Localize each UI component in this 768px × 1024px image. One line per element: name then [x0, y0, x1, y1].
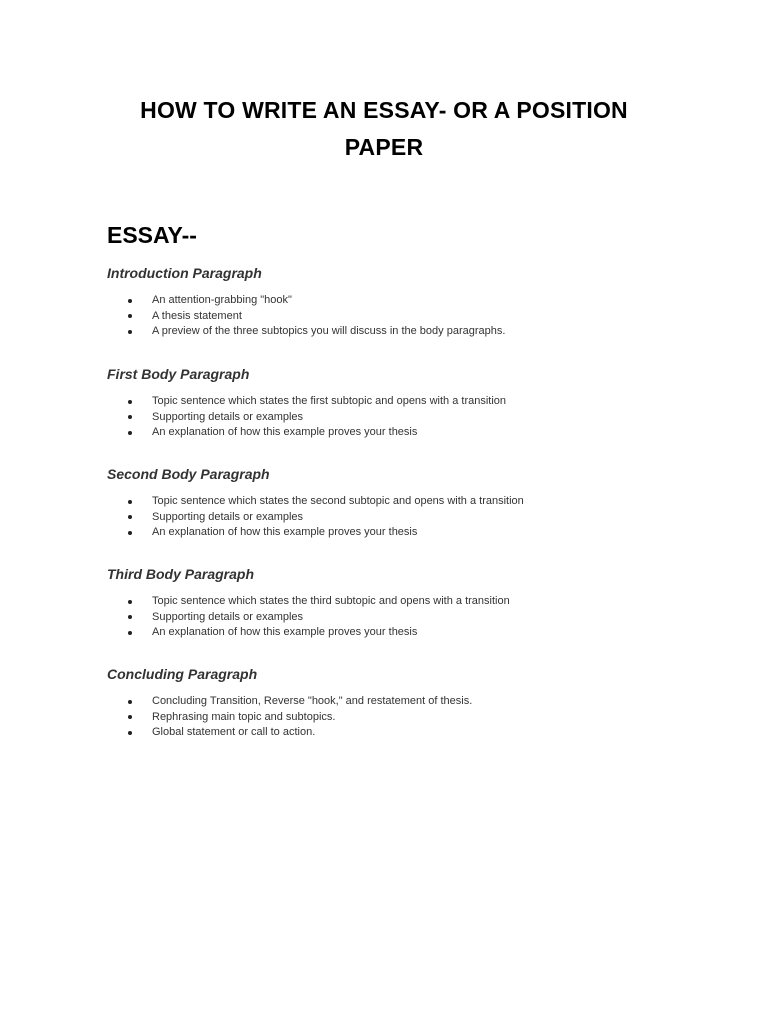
- list-item-text: Global statement or call to action.: [152, 726, 316, 738]
- section-third-body: [107, 564, 707, 638]
- list-item: [107, 309, 505, 325]
- bullet-icon: [128, 330, 132, 334]
- list-item-text: An attention-grabbing "hook": [152, 294, 292, 306]
- bullet-icon: [128, 314, 132, 318]
- bullet-icon: [128, 700, 132, 704]
- list-item-text: Supporting details or examples: [152, 410, 304, 423]
- bullet-icon: [128, 299, 132, 303]
- list-item-text: An explanation of how this example proves your thesis: [152, 626, 418, 638]
- list-item: [107, 594, 510, 610]
- bullet-icon: [128, 415, 132, 419]
- essay-heading: ESSAY--: [107, 222, 197, 248]
- section-heading: Second Body Paragraph: [107, 466, 270, 482]
- page-title: [0, 92, 768, 166]
- bullet-icon: [128, 615, 132, 619]
- list-item-text: Supporting details or examples: [152, 510, 304, 523]
- bullet-icon: [128, 731, 132, 735]
- section-concluding: [107, 664, 707, 738]
- list-item: [107, 710, 472, 726]
- list-item-text: Concluding Transition, Reverse "hook," and restatement of thesis.: [152, 695, 473, 707]
- title-line-2: PAPER: [344, 134, 424, 160]
- bullet-list: [107, 394, 506, 441]
- list-item: [107, 725, 472, 741]
- list-item-text: Rephrasing main topic and subtopics.: [152, 710, 336, 723]
- bullet-icon: [128, 715, 132, 719]
- bullet-icon: [128, 431, 132, 435]
- bullet-list: [107, 594, 510, 641]
- list-item: [107, 425, 506, 441]
- section-heading: Third Body Paragraph: [107, 566, 255, 582]
- bullet-list: [107, 293, 505, 340]
- list-item-text: Supporting details or examples: [152, 610, 304, 623]
- list-item-text: An explanation of how this example proves your thesis: [152, 526, 418, 538]
- list-item: [107, 494, 524, 510]
- section-second-body: [107, 464, 707, 538]
- list-item: [107, 293, 505, 309]
- bullet-list: [107, 694, 472, 741]
- list-item-text: An explanation of how this example proves your thesis: [152, 426, 418, 438]
- list-item: [107, 410, 506, 426]
- list-item-text: Topic sentence which states the third subtopic and opens with a transition: [152, 595, 510, 607]
- bullet-icon: [128, 531, 132, 535]
- section-heading: First Body Paragraph: [107, 366, 250, 382]
- list-item: [107, 394, 506, 410]
- bullet-icon: [128, 400, 132, 404]
- bullet-icon: [128, 600, 132, 604]
- list-item: [107, 324, 505, 340]
- list-item-text: Topic sentence which states the second subtopic and opens with a transition: [152, 495, 524, 507]
- list-item: [107, 694, 472, 710]
- bullet-icon: [128, 631, 132, 635]
- list-item: [107, 525, 524, 541]
- title-line-1: HOW TO WRITE AN ESSAY- OR A POSITION: [140, 97, 628, 123]
- section-first-body: [107, 364, 707, 438]
- bullet-icon: [128, 500, 132, 504]
- section-heading: Concluding Paragraph: [107, 666, 258, 682]
- list-item-text: A preview of the three subtopics you will discuss in the body paragraphs.: [152, 325, 506, 337]
- list-item-text: Topic sentence which states the first subtopic and opens with a transition: [152, 395, 507, 407]
- list-item: [107, 510, 524, 526]
- bullet-icon: [128, 515, 132, 519]
- list-item: [107, 610, 510, 626]
- section-introduction: [107, 263, 707, 337]
- bullet-list: [107, 494, 524, 541]
- list-item: [107, 625, 510, 641]
- section-heading: Introduction Paragraph: [107, 265, 262, 281]
- list-item-text: A thesis statement: [152, 309, 242, 322]
